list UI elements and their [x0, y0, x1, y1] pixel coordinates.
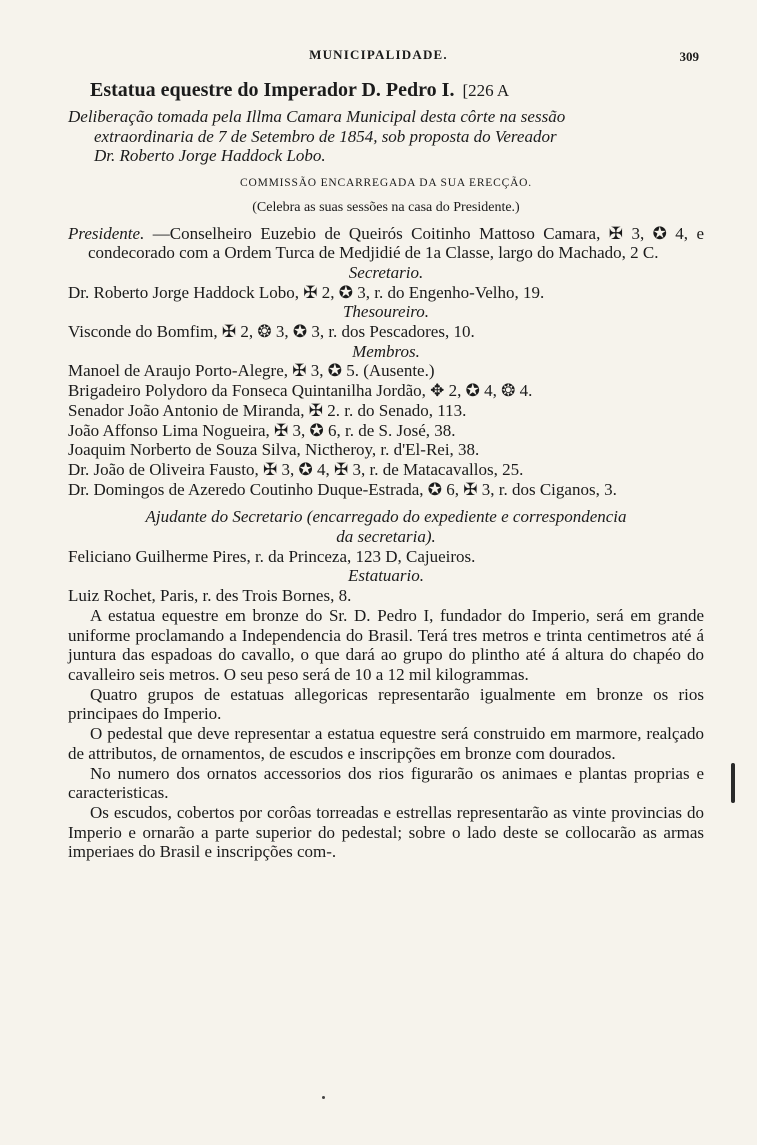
page-number: 309 [679, 49, 699, 64]
running-head-title: MUNICIPALIDADE. [309, 47, 448, 62]
ink-dot [322, 1096, 325, 1099]
member-entry: Senador João Antonio de Miranda, ✠ 2. r. do Senado, 113. [68, 400, 467, 420]
section-reference: [226 A [462, 81, 510, 100]
deliberation-line-1: Deliberação tomada pela Illma Camara Municipal desta côrte na sessão [68, 107, 566, 126]
committee-note: (Celebra as suas sessões na casa do Presidente.) [252, 199, 520, 215]
president-text: —Conselheiro Euzebio de Queirós Coitinho Mattoso Camara, ✠ 3, ✪ 4, e condecorado com a Ordem Turca de Medjidié de 1a Classe, largo do Machado, 2 C. [88, 223, 704, 263]
page-content [68, 78, 704, 862]
assistant-entry: Feliciano Guilherme Pires, r. da Princeza, 123 D, Cajueiros. [68, 546, 476, 566]
body-paragraph: O pedestal que deve representar a estatua equestre será construido em marmore, realçado de attributos, de ornamentos, de escudos e inscripções em bronze com dourados. [68, 724, 704, 763]
secretary-entry: Dr. Roberto Jorge Haddock Lobo, ✠ 2, ✪ 3, r. do Engenho-Velho, 19. [68, 282, 545, 302]
sculptor-entry: Luiz Rochet, Paris, r. des Trois Bornes, 8. [68, 586, 352, 606]
committee-title: COMMISSÃO ENCARREGADA DA SUA ERECÇÃO. [240, 177, 532, 190]
section-heading-title: Estatua equestre do Imperador D. Pedro I. [90, 79, 455, 101]
assistant-label-line-1: Ajudante do Secretario (encarregado do expediente e correspondencia [145, 507, 627, 527]
deliberation-line-2: extraordinaria de 7 de Setembro de 1854, sob proposta do Vereador [94, 126, 557, 146]
body-paragraph: Os escudos, cobertos por corôas torreadas e estrellas representarão as vinte provincias do Imperio e ornarão a parte superior do pedestal; sobre o lado deste se collocarão as armas imperiaes do Brasil e inscripções com-. [68, 802, 704, 862]
body-paragraph: A estatua equestre em bronze do Sr. D. Pedro I, fundador do Imperio, será em grande uniforme proclamando a Independencia do Brasil. Terá tres metros e trinta centimetros até á juntura das espadoas do cavallo, o que dará ao grupo do plintho até á altura do chapéo do cavalleiro seis metros. O seu peso será de 10 a 12 mil kilogrammas. [68, 605, 704, 684]
section-heading [90, 78, 704, 103]
secretary-label: Secretario. [348, 262, 424, 282]
member-entry: João Affonso Lima Nogueira, ✠ 3, ✪ 6, r. de S. José, 38. [68, 420, 456, 440]
member-entry: Brigadeiro Polydoro da Fonseca Quintanilha Jordão, ✥ 2, ✪ 4, ❂ 4. [68, 381, 533, 401]
member-entry: Dr. João de Oliveira Fausto, ✠ 3, ✪ 4, ✠ 3, r. de Matacavallos, 25. [68, 459, 524, 479]
treasurer-entry: Visconde do Bomfim, ✠ 2, ❂ 3, ✪ 3, r. dos Pescadores, 10. [68, 322, 475, 342]
body-paragraph: No numero dos ornatos accessorios dos rios figurarão os animaes e plantas proprias e caracteristicas. [68, 763, 704, 803]
member-entry: Joaquim Norberto de Souza Silva, Nictheroy, r. d'El-Rei, 38. [68, 440, 480, 460]
sculptor-label: Estatuario. [347, 566, 425, 586]
assistant-label-line-2: da secretaria). [336, 527, 436, 547]
member-entry: Dr. Domingos de Azeredo Coutinho Duque-Estrada, ✪ 6, ✠ 3, r. dos Ciganos, 3. [68, 479, 617, 499]
body-paragraph: Quatro grupos de estatuas allegoricas representarão igualmente em bronze os rios principaes do Imperio. [68, 684, 704, 724]
president-entry [68, 224, 704, 263]
deliberation-line-3: Dr. Roberto Jorge Haddock Lobo. [94, 146, 326, 166]
running-head [0, 47, 757, 67]
ink-mark [731, 763, 735, 803]
president-label: Presidente. [68, 223, 145, 243]
members-label: Membros. [352, 341, 420, 361]
treasurer-label: Thesoureiro. [342, 302, 430, 322]
member-entry: Manoel de Araujo Porto-Alegre, ✠ 3, ✪ 5. (Ausente.) [68, 361, 435, 381]
